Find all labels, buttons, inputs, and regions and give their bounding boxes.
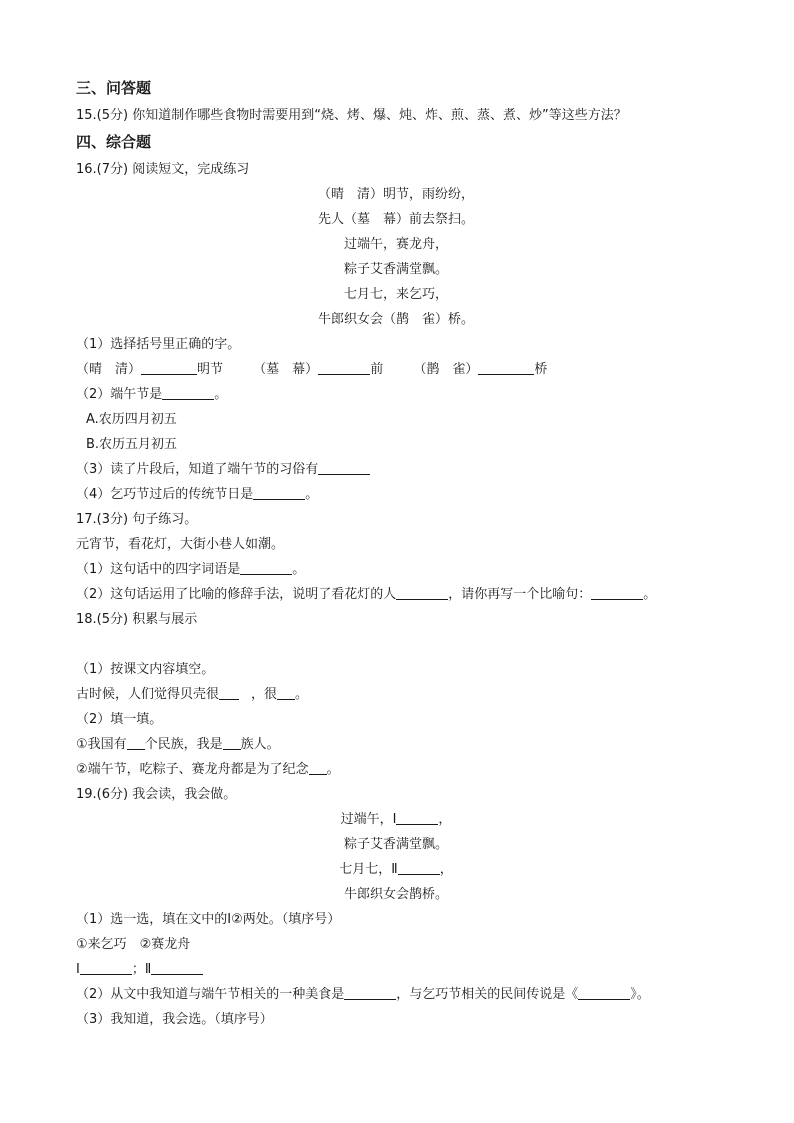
poem-line-4: 粽子艾香满堂飘。 [343,262,448,277]
q19-poem-line-2: 粽子艾香满堂飘。 [343,837,448,852]
q19-answers [76,957,716,982]
q16-part2-text: （2）端午节是 [76,387,163,402]
punct: 。 [295,687,309,702]
q16-part1-blanks [76,357,716,382]
answer-blank[interactable] [398,860,440,875]
answer-blank[interactable] [141,360,197,375]
answer-blank[interactable] [396,810,438,825]
punct: ， [438,812,452,827]
q18-part2: （2）填一填。 [76,712,163,727]
q18-item2 [76,757,716,782]
q18-item1 [76,732,716,757]
q19-poem-line-3 [76,857,716,882]
choice-mu: （墓 幕） [253,362,319,377]
poem-line-2: 先人（墓 幕）前去祭扫。 [317,212,474,227]
answer-blank[interactable] [591,585,643,600]
q17-part1-text: （1）这句话中的四字词语是 [76,562,241,577]
q19-part2-text-b: ，与乞巧节相关的民间传说是《 [396,987,579,1002]
q16-part4-text: （4）乞巧节过后的传统节日是 [76,487,254,502]
answer-blank[interactable] [578,985,630,1000]
q18-item1-text: ①我国有 [76,737,127,752]
q19-poem-text: 过端午，Ⅰ [340,812,397,827]
q16-part2 [76,382,716,407]
answer-blank[interactable] [219,685,239,700]
punct: 。 [643,587,657,602]
q17-part2-text: （2）这句话运用了比喻的修辞手法，说明了看花灯的人 [76,587,397,602]
answer-blank[interactable] [151,960,203,975]
q19-part2 [76,982,716,1007]
question-17-stem: 17.(3分) 句子练习。 [76,512,198,527]
punct: 。 [305,487,319,502]
answer-blank[interactable] [162,385,214,400]
q16-part3 [76,457,716,482]
poem-line-3: 过端午，赛龙舟， [343,237,448,252]
q19-choices: ①来乞巧 ②赛龙舟 [76,937,191,952]
answer-blank[interactable] [223,735,241,750]
q18-fill-text-b: ，很 [251,687,278,702]
answer-blank[interactable] [127,735,145,750]
q16-part1: （1）选择括号里正确的字。 [76,337,241,352]
question-16-stem: 16.(7分) 阅读短文，完成练习 [76,162,250,177]
option-b[interactable]: B.农历五月初五 [86,437,178,452]
q16-part4 [76,482,716,507]
q19-part1: （1）选一选，填在文中的Ⅰ②两处。（填序号） [76,912,341,927]
choice-que: （鹊 雀） [413,362,479,377]
q19-ans-label: Ⅰ [76,962,80,977]
q16-part3-text: （3）读了片段后，知道了端午节的习俗有 [76,462,319,477]
poem-line-5: 七月七，来乞巧， [343,287,448,302]
q18-item1-text-b: 个民族，我是 [144,737,223,752]
punct: 。 [292,562,306,577]
section4-title: 四、综合题 [76,133,152,151]
choice-tail: 明节 [197,362,224,377]
q19-ans-label-2: ；Ⅱ [131,962,152,977]
q19-part2-text: （2）从文中我知道与端午节相关的一种美食是 [76,987,345,1002]
q19-poem-text: 七月七，Ⅱ [339,862,398,877]
answer-blank[interactable] [309,760,327,775]
q18-fill-text: 古时候，人们觉得贝壳很 [76,687,220,702]
question-15: 15.(5分) 你知道制作哪些食物时需要用到“烧、烤、爆、炖、炸、煎、蒸、煮、炒”等这些方法？ [76,108,627,123]
choice-qing: （晴 清） [76,362,142,377]
answer-blank[interactable] [240,560,292,575]
q19-poem-line-4: 牛郎织女会鹊桥。 [343,887,448,902]
answer-blank[interactable] [80,960,132,975]
question-18-stem: 18.(5分) 积累与展示 [76,612,198,627]
answer-blank[interactable] [318,460,370,475]
q18-part1: （1）按课文内容填空。 [76,662,215,677]
q18-fill [76,682,716,707]
answer-blank[interactable] [253,485,305,500]
punct: 。 [326,762,340,777]
q19-part3: （3）我知道，我会选。（填序号） [76,1012,273,1027]
q17-part2 [76,582,716,607]
punct: ， [439,862,453,877]
q18-item1-tail: 族人。 [240,737,280,752]
poem-line-1: （晴 清）明节，雨纷纷， [317,187,474,202]
option-a[interactable]: A.农历四月初五 [86,412,177,427]
punct: 。 [214,387,228,402]
section3-title: 三、问答题 [76,79,152,97]
answer-blank[interactable] [318,360,370,375]
exam-page [76,74,716,1032]
choice-tail: 桥 [534,362,548,377]
poem-line-6: 牛郎织女会（鹊 雀）桥。 [317,312,474,327]
q17-sentence: 元宵节，看花灯，大街小巷人如潮。 [76,537,285,552]
q19-poem-line-1 [76,807,716,832]
q17-part2-text-b: ，请你再写一个比喻句： [448,587,592,602]
q18-item2-text: ②端午节，吃粽子、赛龙舟都是为了纪念 [76,762,309,777]
punct: 》。 [630,987,650,1002]
choice-tail: 前 [370,362,384,377]
answer-blank[interactable] [478,360,534,375]
answer-blank[interactable] [277,685,295,700]
answer-blank[interactable] [396,585,448,600]
answer-blank[interactable] [344,985,396,1000]
q17-part1 [76,557,716,582]
question-19-stem: 19.(6分) 我会读，我会做。 [76,787,237,802]
